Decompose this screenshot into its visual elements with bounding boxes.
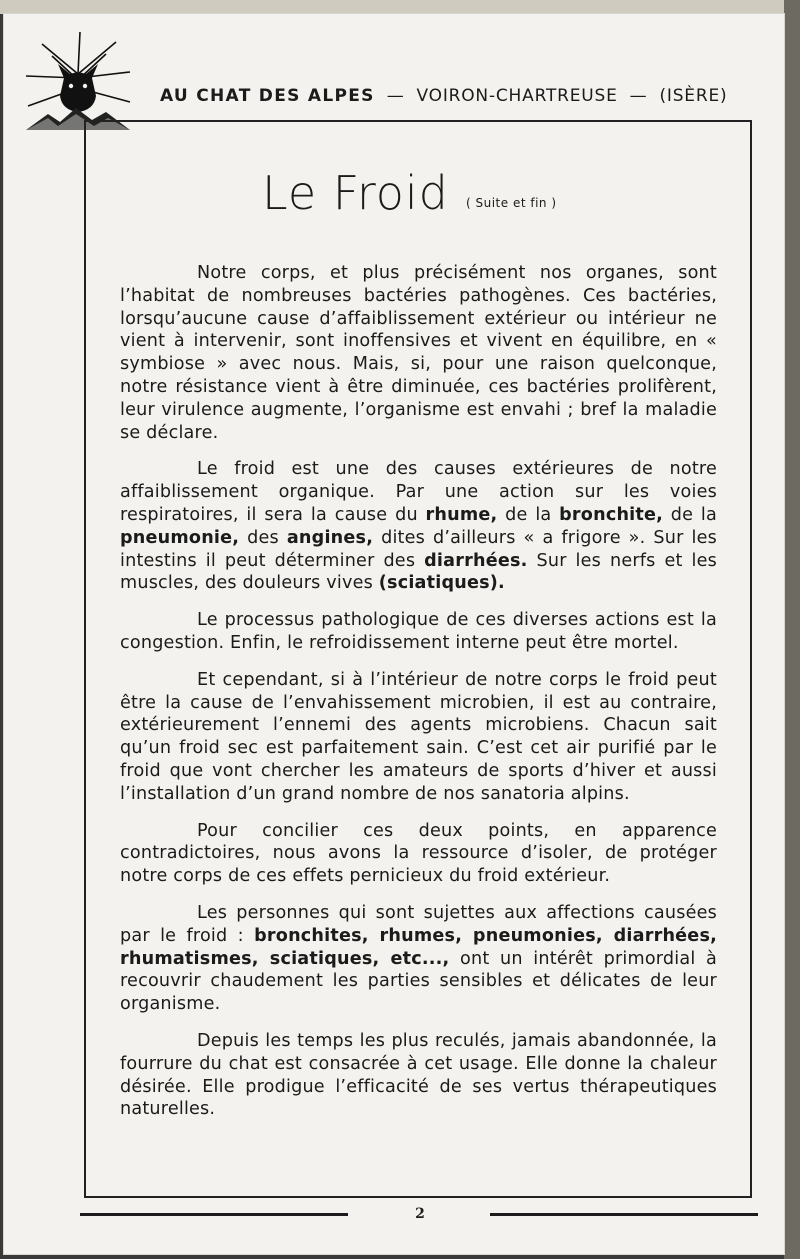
text-run: Depuis les temps les plus reculés, jamais abandonnée, la fourrure du chat est consacrée à cet usage. Elle donne la chaleur désirée. Elle prodigue l’efficacité de ses vertus thérapeutiques naturelles. (120, 1030, 717, 1120)
emphasized-term: rhume, (425, 504, 498, 525)
body-paragraph (120, 609, 717, 655)
text-run: Les personnes qui sont sujettes aux affections causées par le froid : (120, 902, 717, 946)
body-paragraph (120, 1030, 717, 1121)
emphasized-term: bronchite, (559, 504, 664, 525)
scan-edge-top (0, 0, 800, 14)
body-paragraph (120, 458, 717, 595)
text-run: ont un intérêt primordial à recouvrir chaudement les parties sensibles et délicates de leur organisme. (120, 948, 718, 1015)
text-run: Pour concilier ces deux points, en apparence contradictoires, nous avons la ressource d’isoler, de protéger notre corps de ces effets pernicieux du froid extérieur. (120, 820, 717, 887)
body-paragraph (120, 262, 717, 444)
body-paragraph (120, 902, 717, 1016)
header-location: VOIRON-CHARTREUSE (416, 86, 618, 106)
header-region: (ISÈRE) (659, 86, 728, 106)
body-paragraph (120, 669, 717, 806)
text-run: Sur les nerfs et les muscles, des douleurs vives (120, 550, 717, 594)
article-body (120, 262, 717, 1135)
header-separator-2: — (629, 86, 648, 106)
page-number: 2 (415, 1206, 425, 1222)
text-run: des (239, 527, 287, 548)
footer-rule-right (490, 1213, 758, 1216)
emphasized-term: diarrhées. (424, 550, 528, 571)
body-paragraph (120, 820, 717, 888)
article-subtitle: ( Suite et fin ) (466, 196, 557, 210)
header-separator: — (386, 86, 405, 106)
emphasized-term: (sciatiques). (378, 573, 505, 594)
text-run: Le froid est une des causes extérieures de notre affaiblissement organique. Par une action sur les voies respiratoires, il sera la cause du (120, 459, 717, 525)
scan-edge-right (784, 0, 800, 1259)
text-run: Le processus pathologique de ces diverses actions est la congestion. Enfin, le refroidissement interne peut être mortel. (120, 610, 717, 653)
emphasized-term: pneumonie, (120, 527, 240, 548)
text-run: de la (497, 504, 560, 525)
text-run: de la (663, 504, 718, 525)
text-run: Et cependant, si à l’intérieur de notre corps le froid peut être la cause de l’envahissement microbien, il est au contraire, extérieurement l’ennemi des agents microbiens. Chacun sait qu’un froid sec est parfaitement sain. C’est cet air purifié par le froid que vont chercher les amateurs de sports d’hiver et aussi l’installation d’un grand nombre de nos sanatoria alpins. (120, 669, 717, 804)
text-run: dites d’ailleurs « a frigore ». Sur les intestins il peut déterminer des (120, 527, 717, 571)
emphasized-term: bronchites, rhumes, pneumonies, diarrhées, rhumatismes, sciatiques, etc..., (120, 925, 717, 969)
page-header (160, 86, 760, 106)
footer-rule-left (80, 1213, 348, 1216)
emphasized-term: angines, (286, 527, 374, 548)
brand-name: AU CHAT DES ALPES (160, 86, 375, 106)
article-title: Le Froid (262, 166, 449, 220)
text-run: Notre corps, et plus précisément nos organes, sont l’habitat de nombreuses bactéries pathogènes. Ces bactéries, lorsqu’aucune cause d’affaiblissement extérieur ou intérieur ne vient à intervenir, sont inoffensives et vivent en équilibre, en « symbiose » avec nous. Mais, si, pour une raison quelconque, notre résistance vient à être diminuée, ces bactéries prolifèrent, leur virulence augmente, l’organisme est envahi ; bref la maladie se déclare. (120, 263, 717, 443)
